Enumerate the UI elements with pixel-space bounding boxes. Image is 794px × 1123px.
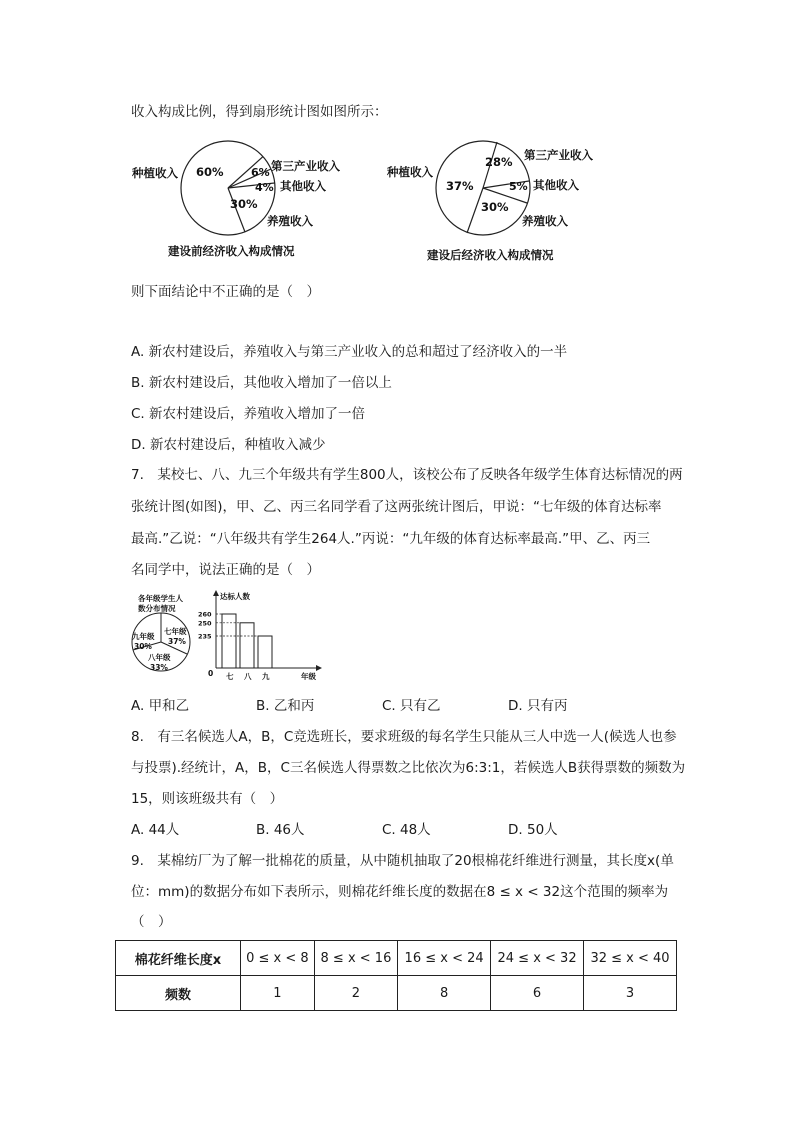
q6-option-b[interactable]: B. 新农村建设后，其他收入增加了一倍以上 xyxy=(131,375,392,391)
pie-before-label-other: 其他收入 xyxy=(280,179,326,193)
q8-line-3: 15，则该班级共有（ ） xyxy=(131,791,284,807)
q9-table-header-cell: 棉花纤维长度x xyxy=(116,941,241,976)
pie-after-label-tertiary: 第三产业收入 xyxy=(524,148,593,162)
q7-option-b[interactable]: B. 乙和丙 xyxy=(256,698,315,714)
q7-pie-grade9-pct: 30% xyxy=(134,642,152,651)
pie-before-label-breeding: 养殖收入 xyxy=(267,214,313,228)
q9-table-header-cell: 0 ≤ x < 8 xyxy=(241,941,315,976)
q7-grade-pie-chart xyxy=(128,592,198,682)
q8-option-c[interactable]: C. 48人 xyxy=(382,822,431,838)
q7-bar-category-label: 七 xyxy=(226,672,234,681)
q9-table-header-cell: 16 ≤ x < 24 xyxy=(398,941,491,976)
q7-bar-category-label: 九 xyxy=(262,672,270,681)
intro-line: 收入构成比例，得到扇形统计图如图所示： xyxy=(131,104,388,120)
q9-table-cell: 1 xyxy=(241,976,315,1011)
q9-line-2: 位：mm)的数据分布如下表所示，则棉花纤维长度的数据在8 ≤ x < 32这个范围的频率为 xyxy=(131,884,669,900)
q7-bar-tick-label: 260 xyxy=(198,610,212,619)
q7-pie-title-line-2: 数分布情况 xyxy=(138,604,176,613)
q7-line-1: 7. 某校七、八、九三个年级共有学生800人，该校公布了反映各年级学生体育达标情况的两 xyxy=(131,467,683,483)
pie-before-value-planting: 60% xyxy=(196,165,224,179)
q8-option-d[interactable]: D. 50人 xyxy=(508,822,558,838)
q7-bar-y-arrow xyxy=(213,590,219,596)
q9-table-cell: 8 xyxy=(398,976,491,1011)
pie-after-value-tertiary: 28% xyxy=(485,155,513,169)
pie-after-value-breeding: 30% xyxy=(481,200,509,214)
pie-before-label-tertiary: 第三产业收入 xyxy=(271,159,340,173)
q9-frequency-table xyxy=(115,940,677,1011)
q7-bar-chart xyxy=(198,590,328,682)
q7-option-c[interactable]: C. 只有乙 xyxy=(382,698,441,714)
q7-bar xyxy=(258,636,272,668)
q9-table-header-cell: 24 ≤ x < 32 xyxy=(491,941,584,976)
q7-pie-title-line-1: 各年级学生人 xyxy=(138,594,183,603)
q9-table-cell: 6 xyxy=(491,976,584,1011)
q7-option-a[interactable]: A. 甲和乙 xyxy=(131,698,190,714)
q7-line-2: 张统计图(如图)，甲、乙、丙三名同学看了这两张统计图后，甲说：“七年级的体育达标率 xyxy=(131,499,662,515)
q7-bar-tick-label: 250 xyxy=(198,619,212,628)
q9-table-cell: 2 xyxy=(314,976,397,1011)
q6-option-d[interactable]: D. 新农村建设后，种植收入减少 xyxy=(131,437,326,453)
q9-table-header-row xyxy=(116,941,677,976)
q9-line-3: （ ） xyxy=(131,914,172,930)
q9-table-header-cell: 32 ≤ x < 40 xyxy=(584,941,677,976)
q7-pie-grade7: 七年级 xyxy=(164,627,187,636)
q8-option-b[interactable]: B. 46人 xyxy=(256,822,305,838)
q7-bar-x-arrow xyxy=(316,665,322,671)
pie-after-label-other: 其他收入 xyxy=(533,178,579,192)
pie-after-caption: 建设后经济收入构成情况 xyxy=(427,248,554,262)
q7-line-3: 最高.”乙说：“八年级共有学生264人.”丙说：“九年级的体育达标率最高.”甲、乙、丙三 xyxy=(131,531,651,547)
q9-table-cell: 3 xyxy=(584,976,677,1011)
q8-line-2: 与投票).经统计，A，B，C三名候选人得票数之比依次为6:3:1，若候选人B获得票数的频数为 xyxy=(131,760,686,776)
q7-bar-xlabel: 年级 xyxy=(301,672,316,681)
q6-option-a[interactable]: A. 新农村建设后，养殖收入与第三产业收入的总和超过了经济收入的一半 xyxy=(131,344,568,360)
pie-before-label-planting: 种植收入 xyxy=(132,166,178,180)
pie-chart-after xyxy=(383,138,623,265)
pie-before-caption: 建设前经济收入构成情况 xyxy=(168,244,295,258)
q7-pie-grade7-pct: 37% xyxy=(168,637,186,646)
q7-pie-grade8-pct: 33% xyxy=(150,663,168,672)
pie-before-value-breeding: 30% xyxy=(230,197,258,211)
q6-stem: 则下面结论中不正确的是（ ） xyxy=(131,284,320,300)
q8-option-a[interactable]: A. 44人 xyxy=(131,822,180,838)
pie-chart-before xyxy=(128,140,368,265)
q9-table-cell: 频数 xyxy=(116,976,241,1011)
pie-before-value-tertiary: 6% xyxy=(251,166,270,179)
pie-before-value-other: 4% xyxy=(255,181,274,194)
q7-pie-grade9: 九年级 xyxy=(132,632,155,641)
pie-after-label-breeding: 养殖收入 xyxy=(522,214,568,228)
q7-pie-grade8: 八年级 xyxy=(148,653,171,662)
q7-bar-ylabel: 达标人数 xyxy=(220,592,250,601)
q7-bar xyxy=(240,623,254,668)
pie-after-value-other: 5% xyxy=(509,180,528,193)
q7-bar xyxy=(222,614,236,668)
pie-after-label-planting: 种植收入 xyxy=(387,165,433,179)
q7-bar-tick-label: 235 xyxy=(198,632,212,641)
q9-table-row xyxy=(116,976,677,1011)
q9-table-header-cell: 8 ≤ x < 16 xyxy=(314,941,397,976)
q7-line-4: 名同学中，说法正确的是（ ） xyxy=(131,562,320,578)
q7-bar-origin: 0 xyxy=(208,669,214,678)
q7-option-d[interactable]: D. 只有丙 xyxy=(508,698,568,714)
q6-option-c[interactable]: C. 新农村建设后，养殖收入增加了一倍 xyxy=(131,406,366,422)
pie-after-value-planting: 37% xyxy=(446,179,474,193)
q7-bar-category-label: 八 xyxy=(244,672,252,681)
q8-line-1: 8. 有三名候选人A，B，C竞选班长，要求班级的每名学生只能从三人中选一人(候选人也参 xyxy=(131,729,677,745)
q9-line-1: 9. 某棉纺厂为了解一批棉花的质量，从中随机抽取了20根棉花纤维进行测量，其长度x(单 xyxy=(131,853,674,869)
